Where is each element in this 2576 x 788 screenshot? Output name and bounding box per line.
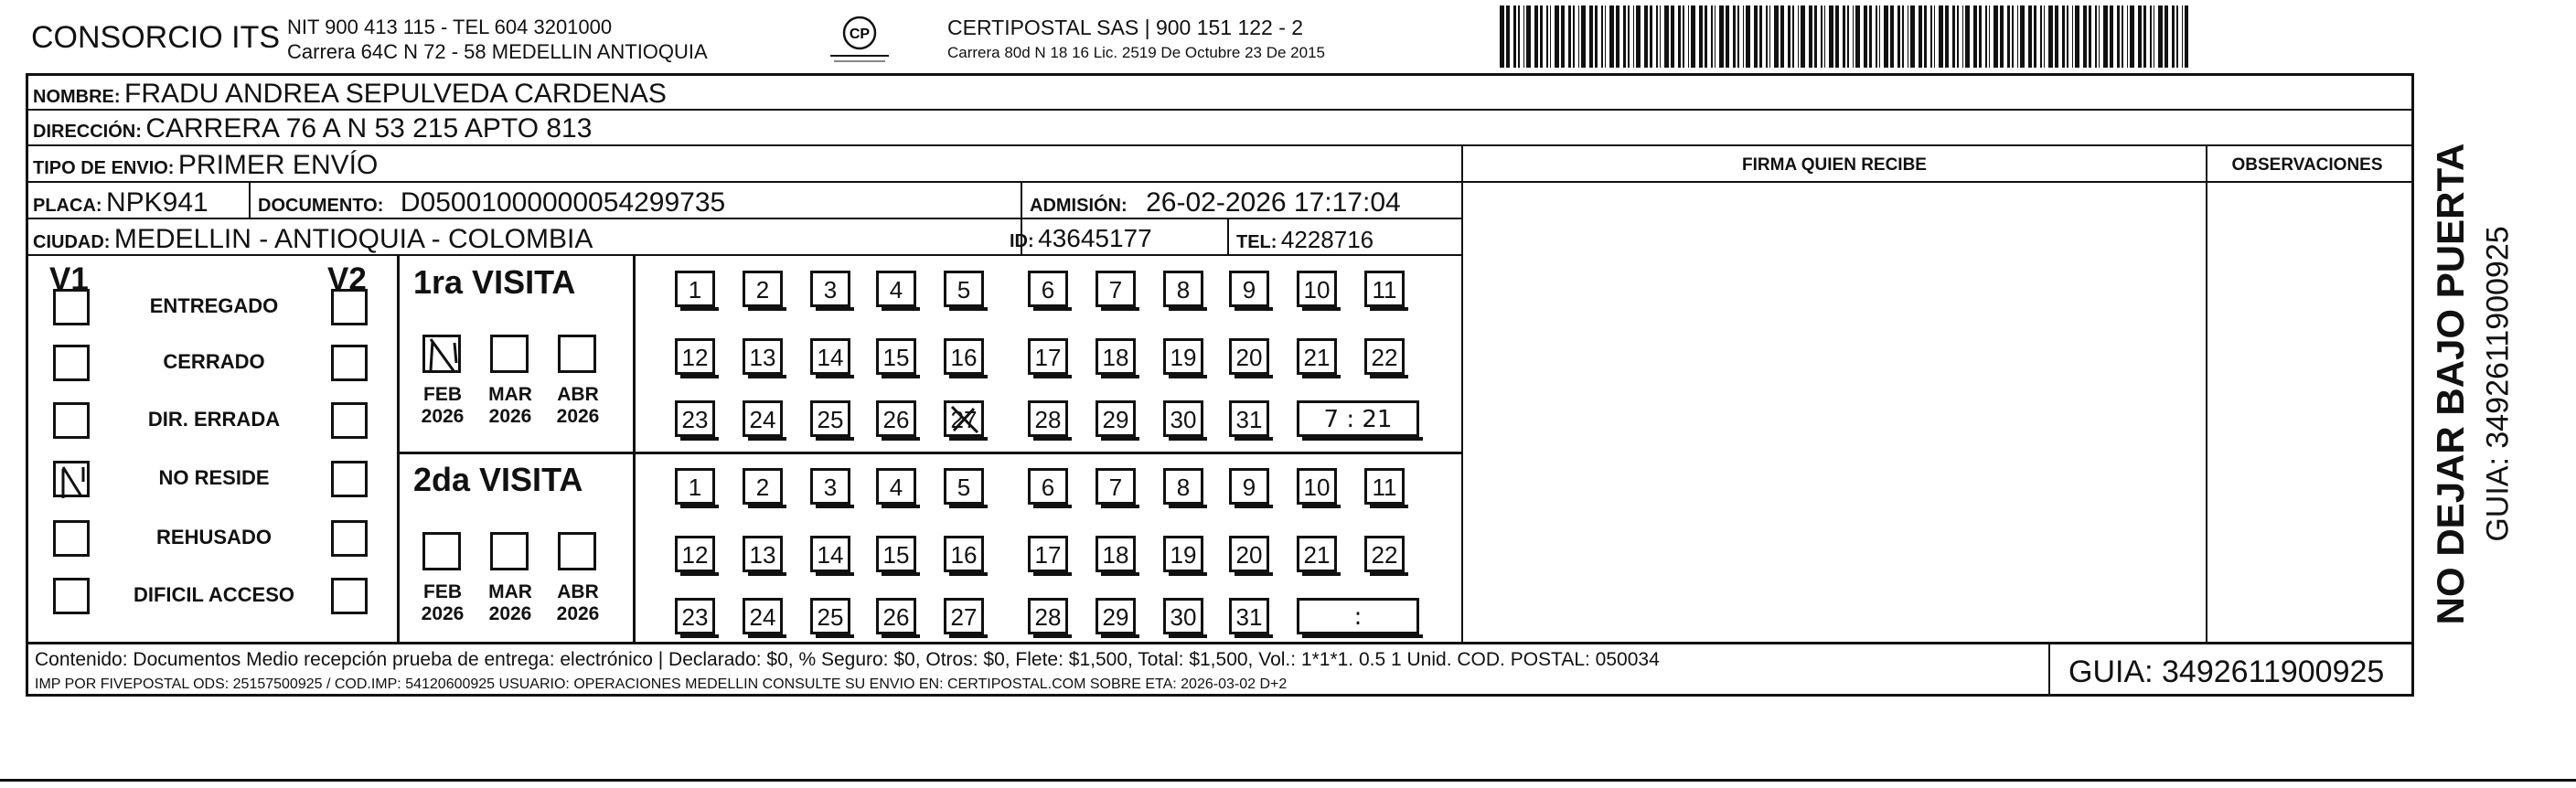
month-checkbox[interactable] xyxy=(490,335,529,373)
day-box[interactable]: 2 xyxy=(743,271,783,307)
day-box[interactable]: 8 xyxy=(1163,468,1203,505)
admision-label: ADMISIÓN: xyxy=(1030,196,1128,216)
day-box[interactable]: 16 xyxy=(944,536,984,572)
column-line xyxy=(1461,144,1463,644)
tel-field xyxy=(1236,226,1374,254)
day-box[interactable]: 8 xyxy=(1163,271,1203,307)
day-box[interactable]: 14 xyxy=(810,536,850,572)
company-address: Carrera 64C N 72 - 58 MEDELLIN ANTIOQUIA xyxy=(287,40,708,63)
day-box[interactable]: 11 xyxy=(1364,468,1405,505)
guia-number: GUIA: 3492611900925 xyxy=(2068,655,2385,689)
day-box[interactable]: 12 xyxy=(675,536,715,572)
day-box[interactable]: 29 xyxy=(1096,400,1136,437)
month-year: 2026 xyxy=(556,406,600,427)
day-box[interactable]: 4 xyxy=(876,468,916,505)
direccion-value: CARRERA 76 A N 53 215 APTO 813 xyxy=(145,113,593,144)
status-label: CERRADO xyxy=(163,350,265,373)
day-box[interactable]: 10 xyxy=(1297,271,1337,307)
visit-time-box[interactable]: : xyxy=(1297,598,1419,634)
tipo-value: PRIMER ENVÍO xyxy=(177,150,379,180)
id-field xyxy=(1010,224,1152,253)
day-box[interactable]: 27 xyxy=(944,400,984,437)
direccion-field xyxy=(33,113,592,144)
day-box[interactable]: 3 xyxy=(810,271,850,307)
ciudad-field xyxy=(33,224,593,255)
day-box[interactable]: 4 xyxy=(876,271,916,307)
svg-text:CP: CP xyxy=(849,27,871,42)
handwritten-mark-icon xyxy=(56,463,92,500)
day-box[interactable]: 20 xyxy=(1229,338,1269,375)
day-box[interactable]: 26 xyxy=(876,400,916,437)
day-box[interactable]: 29 xyxy=(1096,598,1136,634)
certipostal-address: Carrera 80d N 18 16 Lic. 2519 De Octubre 23 De 2015 xyxy=(947,44,1325,61)
nombre-value: FRADU ANDREA SEPULVEDA CARDENAS xyxy=(124,79,667,109)
day-box[interactable]: 16 xyxy=(944,338,984,375)
tipo-field xyxy=(33,150,378,181)
column-line xyxy=(633,254,636,643)
placa-field xyxy=(33,187,208,218)
day-box[interactable]: 9 xyxy=(1229,271,1269,307)
day-box[interactable]: 5 xyxy=(944,468,984,505)
ciudad-value: MEDELLIN - ANTIOQUIA - COLOMBIA xyxy=(113,224,593,254)
company-info xyxy=(287,15,708,64)
month-label xyxy=(549,581,607,625)
day-box[interactable]: 19 xyxy=(1163,338,1203,375)
month-name: FEB xyxy=(423,581,462,602)
company-name: CONSORCIO ITS xyxy=(31,20,281,55)
column-line xyxy=(397,254,400,643)
day-box[interactable]: 31 xyxy=(1229,400,1269,437)
row-line xyxy=(1463,181,2409,183)
day-box[interactable]: 23 xyxy=(675,400,715,437)
month-checkbox[interactable] xyxy=(558,335,596,373)
status-label: DIFICIL ACCESO xyxy=(133,583,294,606)
status-label: REHUSADO xyxy=(156,526,272,548)
ciudad-label: CIUDAD: xyxy=(33,232,111,252)
day-box[interactable]: 15 xyxy=(876,338,916,375)
day-box[interactable]: 1 xyxy=(675,271,715,307)
day-box[interactable]: 7 xyxy=(1096,271,1136,307)
cut-line xyxy=(0,779,2576,782)
day-box[interactable]: 24 xyxy=(743,598,783,634)
visit-time-box[interactable]: 7 : 21 xyxy=(1297,400,1419,437)
month-checkbox[interactable] xyxy=(422,532,461,570)
day-box[interactable]: 17 xyxy=(1028,338,1068,375)
row-line xyxy=(397,452,635,454)
day-box[interactable]: 18 xyxy=(1096,338,1136,375)
day-box[interactable]: 12 xyxy=(675,338,715,375)
day-box[interactable]: 22 xyxy=(1364,338,1405,375)
month-checkbox[interactable] xyxy=(422,335,461,373)
admision-value: 26-02-2026 17:17:04 xyxy=(1146,187,1401,218)
day-box[interactable]: 6 xyxy=(1028,468,1068,505)
certipostal-line: CERTIPOSTAL SAS | 900 151 122 - 2 xyxy=(947,16,1304,39)
nombre-label: NOMBRE: xyxy=(33,87,121,107)
row-line xyxy=(27,144,2412,146)
v2-checkbox[interactable] xyxy=(331,402,368,439)
nombre-field xyxy=(33,79,667,110)
contenido-line: Contenido: Documentos Medio recepción prueba de entrega: electrónico | Declarado: $0, % Seguro: $0, Otros: $0, Flete: $1,500, Total: $1,500, Vol.: 1*1*1. 0.5 1 Unid. COD. POSTAL: 050034 xyxy=(35,649,1660,670)
v2-checkbox[interactable] xyxy=(331,345,368,381)
tel-label: TEL: xyxy=(1236,232,1277,252)
v2-checkbox[interactable] xyxy=(331,578,368,614)
day-box[interactable]: 19 xyxy=(1163,536,1203,572)
month-label xyxy=(481,384,540,428)
day-box[interactable]: 10 xyxy=(1297,468,1337,505)
documento-value: D05001000000054299735 xyxy=(400,187,726,218)
month-label xyxy=(481,581,540,625)
visit-title: 1ra VISITA xyxy=(413,263,576,301)
day-box[interactable]: 1 xyxy=(675,468,715,505)
day-box[interactable]: 30 xyxy=(1163,598,1203,634)
day-box[interactable]: 25 xyxy=(810,400,850,437)
day-box[interactable]: 7 xyxy=(1096,468,1136,505)
day-box[interactable]: 24 xyxy=(743,400,783,437)
placa-label: PLACA: xyxy=(33,196,102,216)
day-box[interactable]: 28 xyxy=(1028,598,1068,634)
month-label xyxy=(413,384,472,428)
placa-value: NPK941 xyxy=(106,187,208,218)
v2-header: V2 xyxy=(327,261,367,297)
day-box[interactable]: 18 xyxy=(1096,536,1136,572)
v1-header: V1 xyxy=(49,261,89,297)
day-box[interactable]: 26 xyxy=(876,598,916,634)
status-label: ENTREGADO xyxy=(149,294,279,317)
day-box[interactable]: 21 xyxy=(1297,338,1337,375)
day-box[interactable]: 3 xyxy=(810,468,850,505)
day-box[interactable]: 2 xyxy=(743,468,783,505)
day-box[interactable]: 30 xyxy=(1163,400,1203,437)
day-box[interactable]: 27 xyxy=(944,598,984,634)
nit-line: NIT 900 413 115 - TEL 604 3201000 xyxy=(287,16,613,38)
admision-field xyxy=(1030,187,1401,218)
month-year: 2026 xyxy=(421,603,465,624)
v1-checkbox[interactable] xyxy=(53,345,90,381)
handwritten-mark-icon xyxy=(425,337,464,376)
tipo-label: TIPO DE ENVIO: xyxy=(33,158,175,178)
documento-label: DOCUMENTO: xyxy=(258,196,384,216)
column-line xyxy=(2048,642,2050,695)
day-box[interactable]: 20 xyxy=(1229,536,1269,572)
month-label xyxy=(549,384,607,428)
status-label: NO RESIDE xyxy=(158,466,270,489)
v1-checkbox[interactable] xyxy=(53,402,90,439)
month-name: ABR xyxy=(557,581,599,602)
v1-checkbox[interactable] xyxy=(53,289,90,325)
v2-checkbox[interactable] xyxy=(331,461,368,497)
certipostal-info xyxy=(947,15,1325,66)
v2-checkbox[interactable] xyxy=(331,520,368,557)
day-box[interactable]: 6 xyxy=(1028,271,1068,307)
firma-header: FIRMA QUIEN RECIBE xyxy=(1742,155,1927,175)
day-box[interactable]: 13 xyxy=(743,338,783,375)
id-value: 43645177 xyxy=(1038,224,1152,252)
month-checkbox[interactable] xyxy=(490,532,529,570)
day-box[interactable]: 22 xyxy=(1364,536,1405,572)
row-line xyxy=(27,642,2412,644)
v1-checkbox[interactable] xyxy=(53,520,90,557)
month-year: 2026 xyxy=(421,406,465,427)
id-label: ID: xyxy=(1010,231,1034,251)
v1-checkbox[interactable] xyxy=(53,461,90,497)
no-dejar-warning: NO DEJAR BAJO PUERTA xyxy=(2429,143,2472,625)
observaciones-header: OBSERVACIONES xyxy=(2231,155,2383,175)
day-box[interactable]: 9 xyxy=(1229,468,1269,505)
documento-field xyxy=(258,187,725,218)
tel-value: 4228716 xyxy=(1280,226,1374,253)
month-name: FEB xyxy=(423,384,462,405)
day-box[interactable]: 17 xyxy=(1028,536,1068,572)
day-box[interactable]: 15 xyxy=(876,536,916,572)
column-line xyxy=(1227,218,1229,254)
handwritten-mark-icon xyxy=(946,403,983,436)
month-name: MAR xyxy=(488,384,532,405)
day-box[interactable]: 31 xyxy=(1229,598,1269,634)
certipostal-logo-icon xyxy=(821,13,898,68)
month-checkbox[interactable] xyxy=(558,532,596,570)
day-box[interactable]: 21 xyxy=(1297,536,1337,572)
day-box[interactable]: 23 xyxy=(675,598,715,634)
day-box[interactable]: 25 xyxy=(810,598,850,634)
month-name: ABR xyxy=(557,384,599,405)
visit-title: 2da VISITA xyxy=(413,461,583,498)
row-line xyxy=(635,452,1461,454)
imp-line: IMP POR FIVEPOSTAL ODS: 25157500925 / COD.IMP: 54120600925 USUARIO: OPERACIONES MEDELLIN CONSULTE SU ENVIO EN: CERTIPOSTAL.COM SOBRE ETA: 2026-03-02 D+2 xyxy=(35,676,1288,692)
column-line xyxy=(249,181,251,218)
side-guia-number: GUIA: 3492611900925 xyxy=(2480,226,2516,542)
day-box[interactable]: 13 xyxy=(743,536,783,572)
day-box[interactable]: 11 xyxy=(1364,271,1405,307)
month-year: 2026 xyxy=(556,603,600,624)
day-box[interactable]: 5 xyxy=(944,271,984,307)
month-year: 2026 xyxy=(488,406,532,427)
month-name: MAR xyxy=(488,581,532,602)
barcode-icon xyxy=(1498,5,2188,68)
status-label: DIR. ERRADA xyxy=(147,408,281,431)
direccion-label: DIRECCIÓN: xyxy=(33,122,142,142)
v1-checkbox[interactable] xyxy=(53,578,90,614)
month-year: 2026 xyxy=(488,603,532,624)
v2-checkbox[interactable] xyxy=(331,289,368,325)
column-line xyxy=(2206,144,2207,644)
month-label xyxy=(413,581,472,625)
day-box[interactable]: 14 xyxy=(810,338,850,375)
day-box[interactable]: 28 xyxy=(1028,400,1068,437)
